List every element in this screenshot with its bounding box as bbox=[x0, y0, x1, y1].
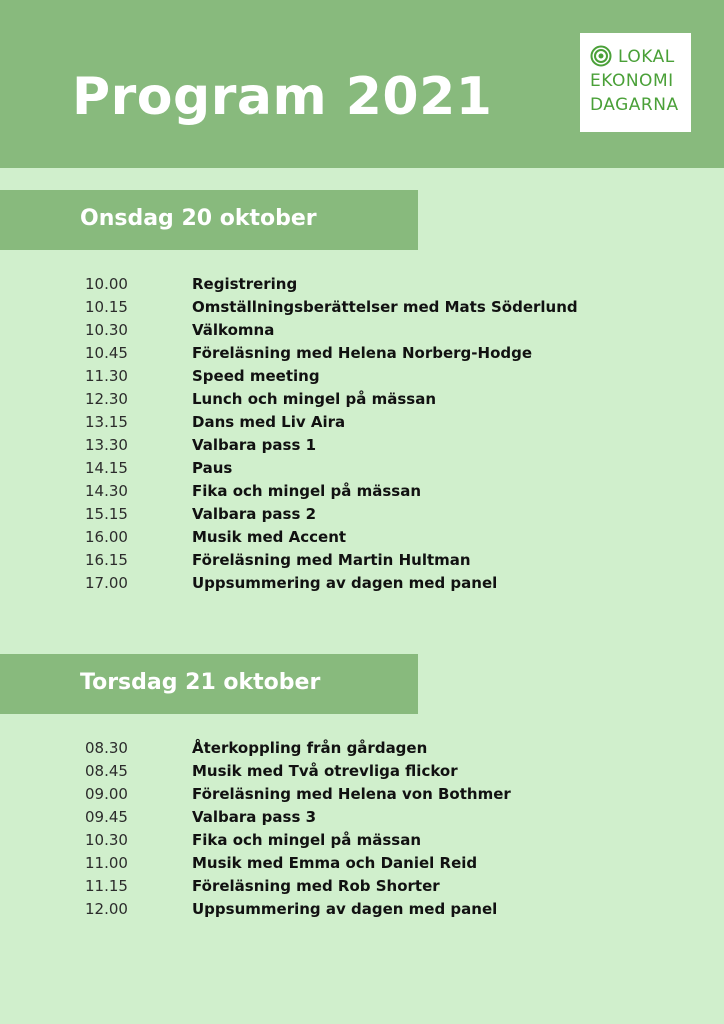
schedule-event: Föreläsning med Helena Norberg-Hodge bbox=[192, 344, 533, 362]
schedule-event: Fika och mingel på mässan bbox=[192, 831, 422, 849]
schedule-row bbox=[0, 829, 724, 852]
schedule-time: 09.00 bbox=[85, 785, 128, 803]
schedule-row bbox=[0, 526, 724, 549]
schedule-time: 16.00 bbox=[85, 528, 128, 546]
schedule-row bbox=[0, 549, 724, 572]
schedule-time: 08.30 bbox=[85, 739, 128, 757]
schedule-time: 10.45 bbox=[85, 344, 128, 362]
page-title: Program 2021 bbox=[72, 67, 493, 127]
schedule-event: Dans med Liv Aira bbox=[192, 413, 346, 431]
schedule-time: 11.30 bbox=[85, 367, 128, 385]
schedule-event: Uppsummering av dagen med panel bbox=[192, 900, 498, 918]
schedule-event: Speed meeting bbox=[192, 367, 320, 385]
schedule-event: Föreläsning med Rob Shorter bbox=[192, 877, 440, 895]
schedule-row bbox=[0, 365, 724, 388]
schedule-event: Fika och mingel på mässan bbox=[192, 482, 422, 500]
schedule-time: 17.00 bbox=[85, 574, 128, 592]
schedule-row bbox=[0, 760, 724, 783]
schedule-row bbox=[0, 572, 724, 595]
schedule-row bbox=[0, 342, 724, 365]
schedule-event: Paus bbox=[192, 459, 233, 477]
logo-text-line1: LOKAL bbox=[618, 47, 675, 67]
schedule-row bbox=[0, 273, 724, 296]
schedule-event: Valbara pass 1 bbox=[192, 436, 317, 454]
schedule-event: Uppsummering av dagen med panel bbox=[192, 574, 498, 592]
schedule-time: 14.15 bbox=[85, 459, 128, 477]
schedule-row bbox=[0, 783, 724, 806]
schedule-event: Musik med Emma och Daniel Reid bbox=[192, 854, 478, 872]
schedule-time: 10.15 bbox=[85, 298, 128, 316]
schedule-row bbox=[0, 852, 724, 875]
schedule-time: 09.45 bbox=[85, 808, 128, 826]
schedule-row bbox=[0, 296, 724, 319]
logo-text-line2: EKONOMI bbox=[590, 71, 674, 91]
schedule-time: 12.30 bbox=[85, 390, 128, 408]
schedule-event: Valbara pass 2 bbox=[192, 505, 317, 523]
day-title: Onsdag 20 oktober bbox=[80, 206, 317, 231]
schedule-row bbox=[0, 806, 724, 829]
schedule-time: 11.15 bbox=[85, 877, 128, 895]
schedule-time: 13.15 bbox=[85, 413, 128, 431]
schedule-row bbox=[0, 411, 724, 434]
day-banner-1 bbox=[0, 190, 418, 250]
schedule-time: 12.00 bbox=[85, 900, 128, 918]
schedule-time: 11.00 bbox=[85, 854, 128, 872]
schedule-event: Lunch och mingel på mässan bbox=[192, 390, 437, 408]
schedule-row bbox=[0, 875, 724, 898]
schedule-time: 15.15 bbox=[85, 505, 128, 523]
schedule-time: 14.30 bbox=[85, 482, 128, 500]
schedule-time: 16.15 bbox=[85, 551, 128, 569]
logo-text-line3: DAGARNA bbox=[590, 95, 679, 115]
schedule-event: Valbara pass 3 bbox=[192, 808, 317, 826]
schedule-event: Föreläsning med Helena von Bothmer bbox=[192, 785, 511, 803]
schedule-time: 10.30 bbox=[85, 831, 128, 849]
schedule-row bbox=[0, 319, 724, 342]
schedule-event: Återkoppling från gårdagen bbox=[192, 739, 428, 757]
schedule-day-2 bbox=[0, 737, 724, 921]
concentric-circles-icon bbox=[590, 45, 612, 67]
schedule-event: Musik med Två otrevliga flickor bbox=[192, 762, 458, 780]
schedule-row bbox=[0, 457, 724, 480]
schedule-row bbox=[0, 898, 724, 921]
logo bbox=[580, 33, 691, 132]
schedule-row bbox=[0, 388, 724, 411]
header-banner bbox=[0, 0, 724, 168]
schedule-event: Välkomna bbox=[192, 321, 275, 339]
schedule-event: Registrering bbox=[192, 275, 298, 293]
schedule-event: Musik med Accent bbox=[192, 528, 347, 546]
schedule-time: 10.00 bbox=[85, 275, 128, 293]
schedule-time: 13.30 bbox=[85, 436, 128, 454]
schedule-event: Omställningsberättelser med Mats Söderlund bbox=[192, 298, 578, 316]
schedule-row bbox=[0, 503, 724, 526]
schedule-row bbox=[0, 480, 724, 503]
schedule-row bbox=[0, 737, 724, 760]
schedule-time: 10.30 bbox=[85, 321, 128, 339]
day-title: Torsdag 21 oktober bbox=[80, 670, 321, 695]
schedule-row bbox=[0, 434, 724, 457]
schedule-day-1 bbox=[0, 273, 724, 595]
day-banner-2 bbox=[0, 654, 418, 714]
schedule-event: Föreläsning med Martin Hultman bbox=[192, 551, 471, 569]
schedule-time: 08.45 bbox=[85, 762, 128, 780]
